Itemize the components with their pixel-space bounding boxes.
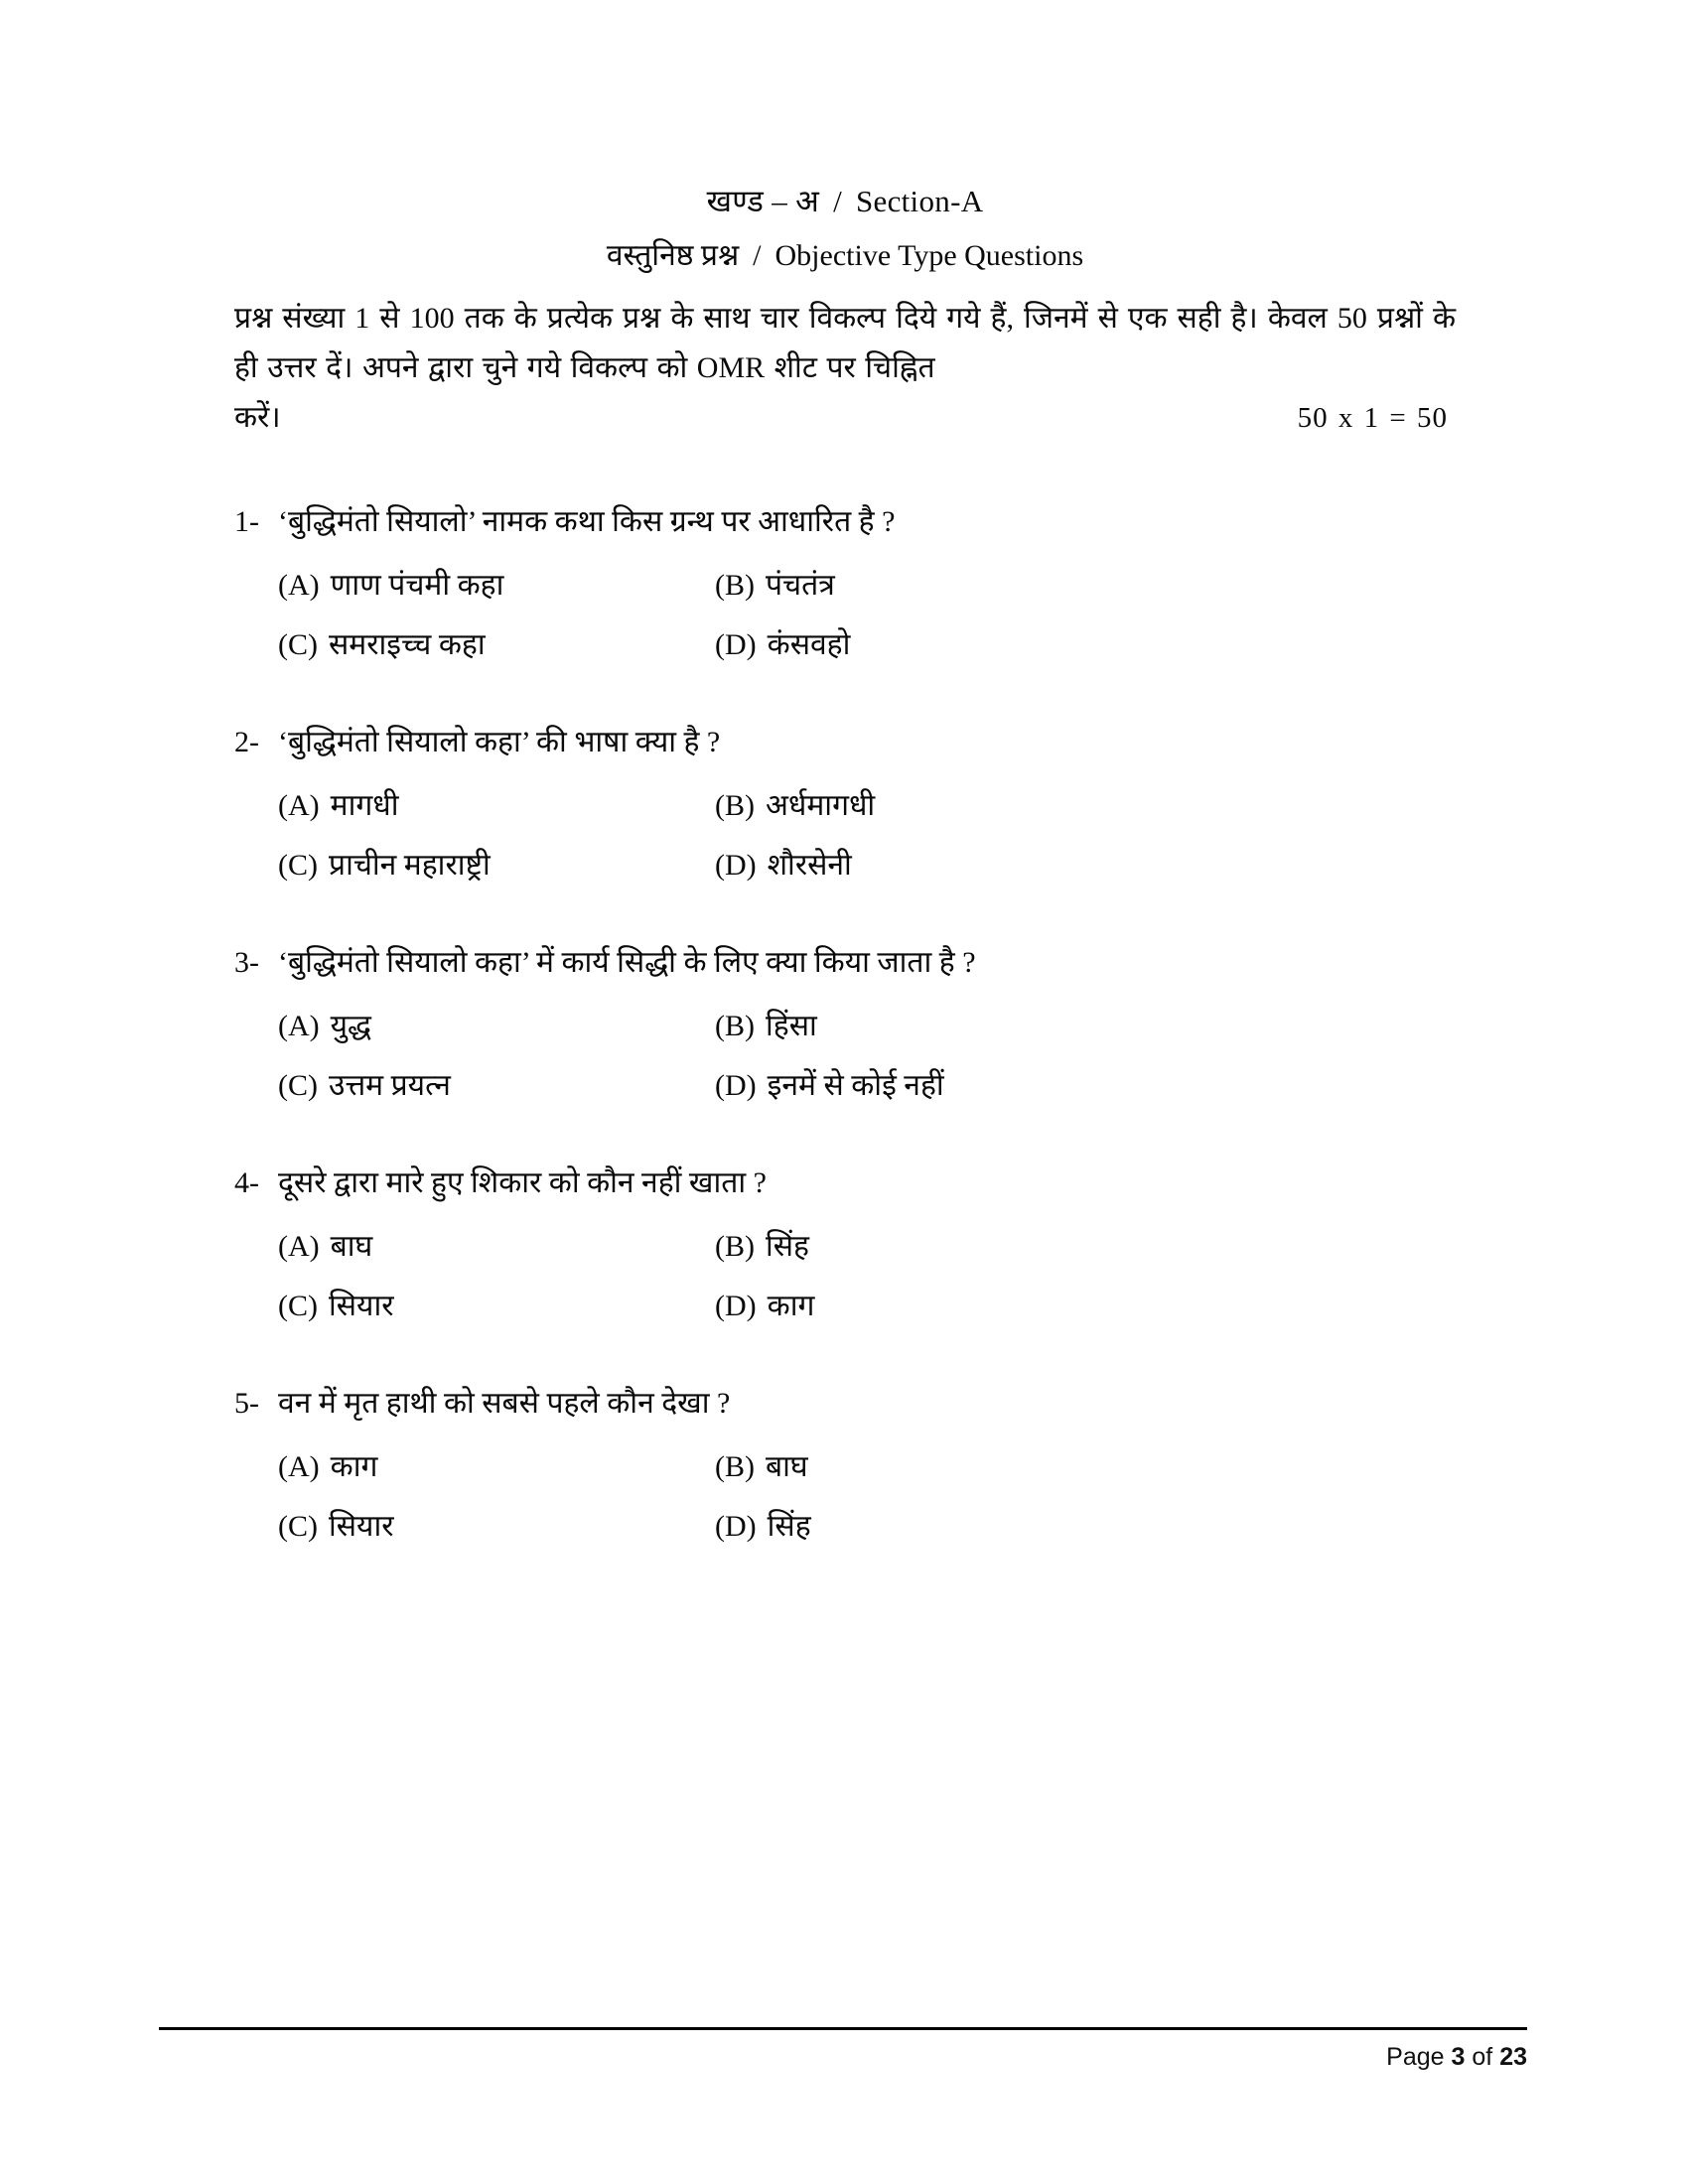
instructions-text: प्रश्न संख्या 1 से 100 तक के प्रत्येक प्रश्न के साथ चार विकल्प दिये गये हैं, जिनमें से एक सही है। केवल 50 प्रश्नों के ही उत्तर दें। अपने द्वारा चुने गये विकल्प को OMR शीट पर चिह्नित <box>234 301 1456 384</box>
question-block <box>234 942 1456 1107</box>
option-row <box>278 1446 1456 1488</box>
questions-list <box>234 501 1456 1548</box>
question-text: ‘बुद्धिमंतो सियालो’ नामक कथा किस ग्रन्थ पर आधारित है ? <box>278 504 896 538</box>
marks-allocation: 50 x 1 = 50 <box>1297 402 1448 435</box>
option-group <box>234 1226 1456 1327</box>
question-block <box>234 1162 1456 1327</box>
section-heading-hindi: खण्ड – अ <box>706 184 820 218</box>
option-label: (C) <box>278 1289 318 1322</box>
option-group <box>234 785 1456 887</box>
subsection-heading-english: Objective Type Questions <box>774 238 1084 272</box>
question-number: 4- <box>234 1165 259 1199</box>
option-group <box>234 1006 1456 1107</box>
option-label: (C) <box>278 1068 318 1102</box>
option-label: (D) <box>715 627 757 661</box>
option-d[interactable] <box>715 1286 1456 1327</box>
section-heading-english: Section-A <box>855 184 984 218</box>
option-text: अर्धमागधी <box>766 788 876 822</box>
option-c[interactable] <box>278 845 715 887</box>
option-row <box>278 785 1456 827</box>
option-d[interactable] <box>715 845 1456 887</box>
option-label: (B) <box>715 1009 755 1042</box>
option-text: मागधी <box>330 788 399 822</box>
question-line <box>234 942 1456 984</box>
option-label: (D) <box>715 848 757 882</box>
question-number: 1- <box>234 504 259 538</box>
option-row <box>278 1226 1456 1268</box>
footer-page-label: Page <box>1386 2043 1445 2071</box>
question-number: 2- <box>234 725 259 758</box>
option-row <box>278 1065 1456 1107</box>
option-c[interactable] <box>278 624 715 666</box>
option-text: युद्ध <box>330 1009 372 1042</box>
instructions-last-line-row <box>234 393 1456 443</box>
option-label: (A) <box>278 1449 320 1483</box>
option-text: कंसवहो <box>767 627 851 661</box>
option-label: (B) <box>715 1449 755 1483</box>
option-text: उत्तम प्रयत्न <box>329 1068 451 1102</box>
option-text: पंचतंत्र <box>766 568 835 602</box>
subsection-heading-separator: / <box>753 238 762 272</box>
footer-page-number: 3 <box>1451 2043 1466 2071</box>
option-row <box>278 624 1456 666</box>
option-c[interactable] <box>278 1286 715 1327</box>
footer-of-label: of <box>1472 2043 1493 2071</box>
question-number: 5- <box>234 1386 259 1420</box>
question-text: दूसरे द्वारा मारे हुए शिकार को कौन नहीं खाता ? <box>278 1165 767 1199</box>
option-text: णाण पंचमी कहा <box>330 568 504 602</box>
question-number: 3- <box>234 945 259 979</box>
option-d[interactable] <box>715 624 1456 666</box>
subsection-heading-hindi: वस्तुनिष्ठ प्रश्न <box>606 238 740 272</box>
option-text: हिंसा <box>766 1009 817 1042</box>
option-a[interactable] <box>278 1006 715 1047</box>
option-d[interactable] <box>715 1065 1456 1107</box>
option-a[interactable] <box>278 1226 715 1268</box>
option-b[interactable] <box>715 1446 1456 1488</box>
option-text: प्राचीन महाराष्ट्री <box>329 848 491 882</box>
footer-total-pages: 23 <box>1499 2043 1527 2071</box>
option-a[interactable] <box>278 785 715 827</box>
option-label: (C) <box>278 848 318 882</box>
question-line <box>234 722 1456 763</box>
option-c[interactable] <box>278 1065 715 1107</box>
question-line <box>234 1162 1456 1204</box>
question-block <box>234 501 1456 666</box>
option-label: (B) <box>715 568 755 602</box>
question-block <box>234 1383 1456 1548</box>
option-text: सियार <box>329 1289 394 1322</box>
question-line <box>234 501 1456 543</box>
option-b[interactable] <box>715 1006 1456 1047</box>
option-label: (A) <box>278 1229 320 1263</box>
option-label: (B) <box>715 1229 755 1263</box>
option-text: सिंह <box>766 1229 809 1263</box>
option-text: समराइच्च कहा <box>329 627 486 661</box>
option-label: (C) <box>278 627 318 661</box>
question-text: ‘बुद्धिमंतो सियालो कहा’ में कार्य सिद्धी के लिए क्या किया जाता है ? <box>278 945 976 979</box>
option-group <box>234 565 1456 666</box>
option-text: बाघ <box>330 1229 373 1263</box>
option-text: काग <box>767 1289 815 1322</box>
option-label: (D) <box>715 1068 757 1102</box>
option-text: सिंह <box>767 1509 811 1543</box>
option-label: (D) <box>715 1289 757 1322</box>
option-row <box>278 565 1456 607</box>
page-content <box>234 179 1456 1603</box>
option-row <box>278 1006 1456 1047</box>
question-text: वन में मृत हाथी को सबसे पहले कौन देखा ? <box>278 1386 731 1420</box>
option-text: सियार <box>329 1509 394 1543</box>
option-label: (A) <box>278 788 320 822</box>
section-heading-separator: / <box>833 184 842 218</box>
option-group <box>234 1446 1456 1548</box>
instructions-last-line: करें। <box>234 401 281 435</box>
option-b[interactable] <box>715 565 1456 607</box>
option-text: काग <box>330 1449 378 1483</box>
option-row <box>278 845 1456 887</box>
option-label: (B) <box>715 788 755 822</box>
question-block <box>234 722 1456 887</box>
option-text: शौरसेनी <box>767 848 852 882</box>
option-a[interactable] <box>278 565 715 607</box>
page-footer <box>159 2043 1527 2072</box>
section-heading <box>234 179 1456 225</box>
option-label: (A) <box>278 568 320 602</box>
option-row <box>278 1506 1456 1548</box>
question-text: ‘बुद्धिमंतो सियालो कहा’ की भाषा क्या है ? <box>278 725 721 758</box>
option-row <box>278 1286 1456 1327</box>
question-line <box>234 1383 1456 1425</box>
option-a[interactable] <box>278 1446 715 1488</box>
option-text: बाघ <box>766 1449 808 1483</box>
option-text: इनमें से कोई नहीं <box>767 1068 944 1102</box>
option-b[interactable] <box>715 1226 1456 1268</box>
option-label: (D) <box>715 1509 757 1543</box>
instructions-block <box>234 294 1456 444</box>
option-label: (C) <box>278 1509 318 1543</box>
option-c[interactable] <box>278 1506 715 1548</box>
option-b[interactable] <box>715 785 1456 827</box>
option-label: (A) <box>278 1009 320 1042</box>
footer-divider <box>159 2027 1527 2030</box>
option-d[interactable] <box>715 1506 1456 1548</box>
subsection-heading <box>234 233 1456 278</box>
